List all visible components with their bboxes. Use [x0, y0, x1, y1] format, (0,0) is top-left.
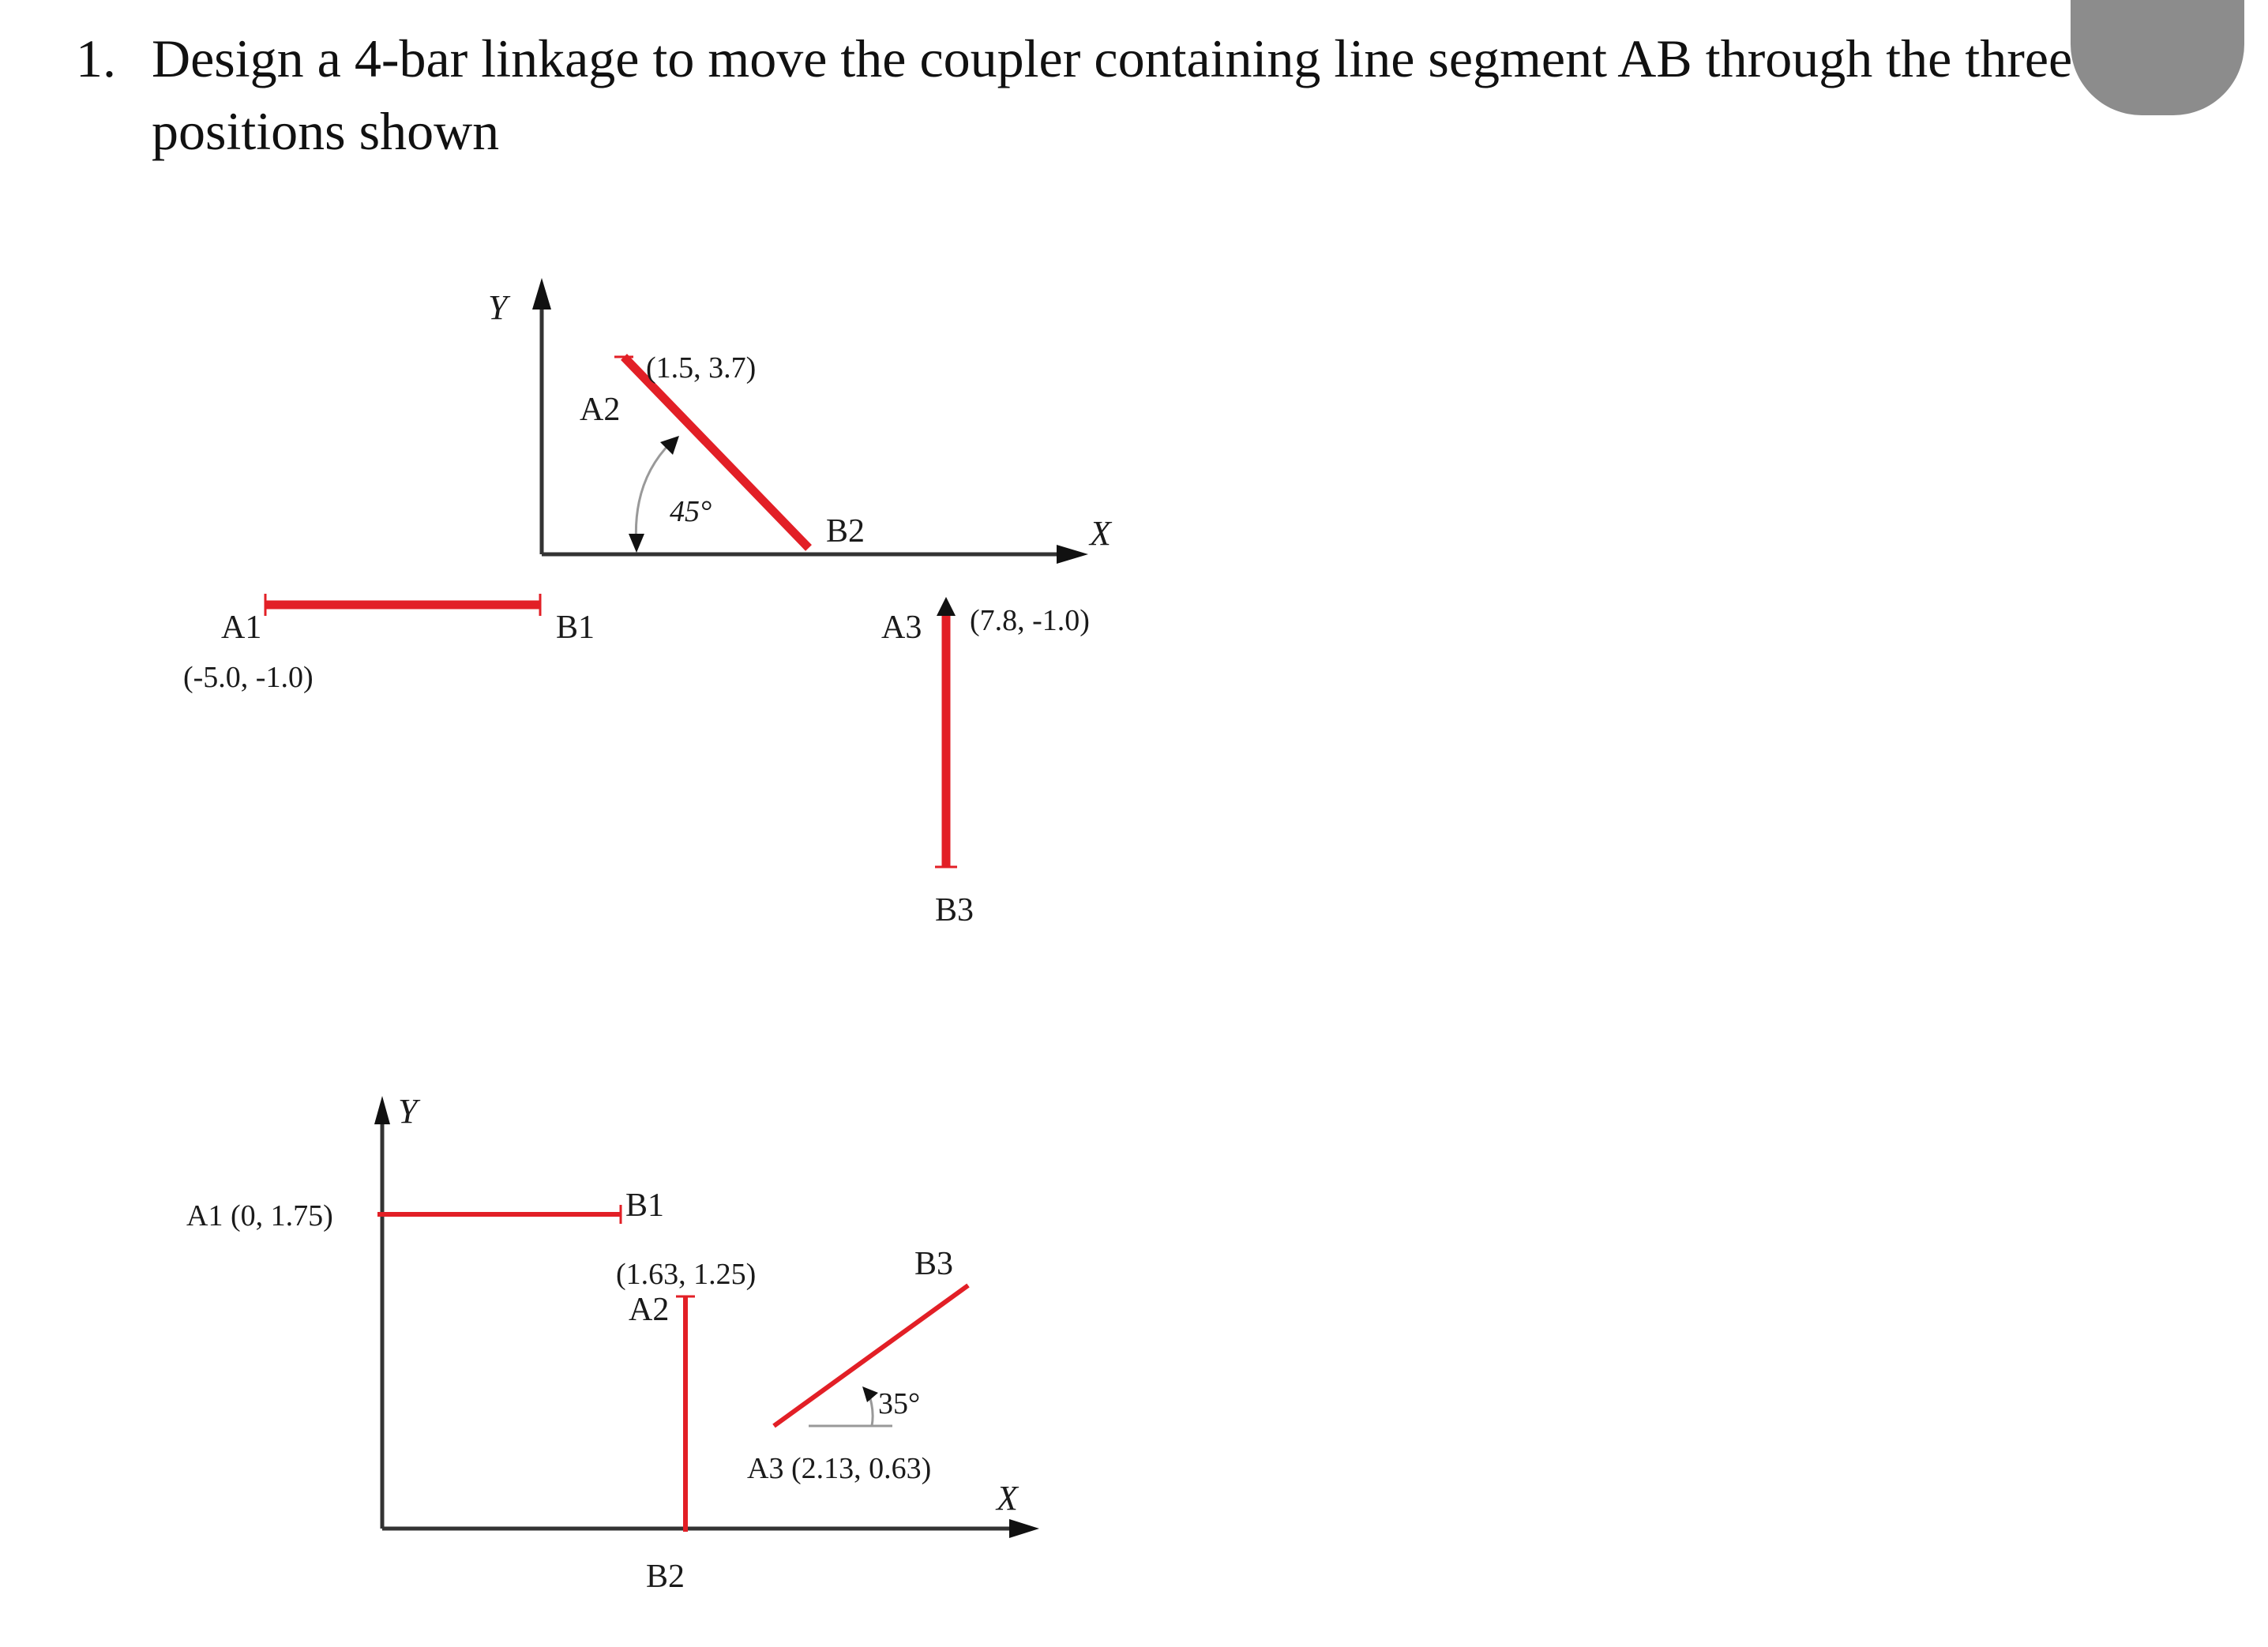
bottom-a3-label: A3 (2.13, 0.63) — [747, 1452, 932, 1485]
top-coupler-position-2 — [624, 357, 809, 548]
bottom-x-arrowhead — [1009, 1519, 1039, 1538]
top-a3-coordinate: (7.8, -1.0) — [970, 604, 1090, 637]
top-angle-label: 45° — [670, 495, 712, 528]
top-b2-label: B2 — [826, 513, 866, 550]
top-angle-arc — [636, 442, 671, 546]
top-a2-coordinate: (1.5, 3.7) — [646, 351, 757, 385]
top-x-arrowhead — [1057, 545, 1088, 564]
bottom-x-axis-label: X — [997, 1479, 1018, 1518]
top-x-axis-label: X — [1090, 514, 1111, 553]
bottom-y-axis-label: Y — [398, 1092, 418, 1131]
problem-number: 1. — [76, 28, 116, 88]
top-a3-tick — [937, 597, 956, 616]
top-a1-label: A1 — [221, 610, 262, 646]
figure-top — [183, 278, 1113, 929]
top-y-arrowhead — [532, 278, 551, 310]
bottom-b1-label: B1 — [625, 1187, 665, 1224]
bottom-a1-label: A1 (0, 1.75) — [186, 1199, 333, 1232]
bottom-a2-label: A2 — [629, 1292, 670, 1328]
top-a3-label: A3 — [881, 610, 922, 646]
bottom-b3-label: B3 — [914, 1246, 954, 1282]
figure-bottom — [186, 1092, 1039, 1595]
top-a2-label: A2 — [580, 392, 621, 428]
top-b3-label: B3 — [935, 892, 974, 929]
top-y-axis-label: Y — [488, 288, 508, 327]
bottom-y-arrowhead — [374, 1096, 390, 1124]
bottom-a2-coordinate: (1.63, 1.25) — [616, 1258, 757, 1291]
top-b1-label: B1 — [556, 610, 595, 646]
bottom-b2-label: B2 — [646, 1559, 685, 1595]
top-a1-coordinate: (-5.0, -1.0) — [183, 661, 314, 694]
bottom-angle-label: 35° — [878, 1387, 921, 1420]
top-angle-arrowhead-lower — [629, 534, 644, 553]
problem-text: Design a 4-bar linkage to move the coupler containing line segment AB through the three positions shown — [152, 28, 2073, 161]
